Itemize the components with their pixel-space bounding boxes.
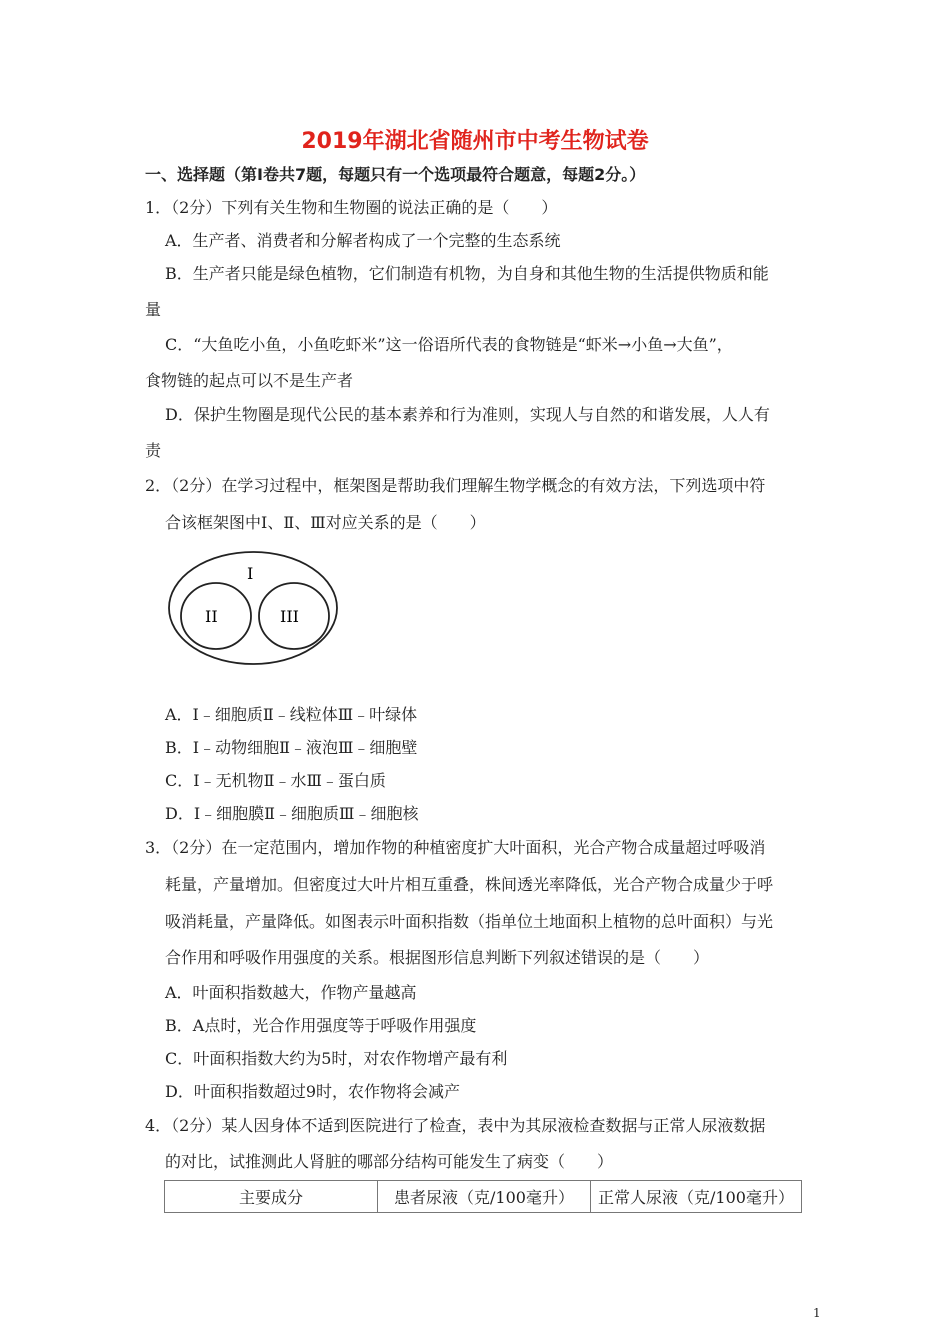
q3-stem-cont-1: 耗量，产量增加。但密度过大叶片相互重叠，株间透光率降低，光合产物合成量少于呼 (165, 875, 774, 894)
exam-title: 2019年湖北省随州市中考生物试卷 (301, 129, 649, 154)
q3-stem-cont-2: 吸消耗量，产量降低。如图表示叶面积指数（指单位土地面积上植物的总叶面积）与光 (165, 912, 774, 931)
venn-diagram (165, 548, 347, 670)
q3-option-d: D．叶面积指数超过9时，农作物将会减产 (165, 1082, 461, 1101)
q1-stem: 1．（2分）下列有关生物和生物圈的说法正确的是（ ） (145, 198, 558, 217)
q2-option-a: A．Ⅰ﹣细胞质Ⅱ﹣线粒体Ⅲ﹣叶绿体 (165, 705, 418, 724)
header-normal-urine: 正常人尿液（克/100毫升） (591, 1181, 802, 1213)
q3-option-b: B．A点时，光合作用强度等于呼吸作用强度 (165, 1016, 477, 1035)
label-right: III (280, 607, 299, 626)
q2-stem-cont: 合该框架图中Ⅰ、Ⅱ、Ⅲ对应关系的是（ ） (165, 513, 486, 532)
q1-option-c: C．“大鱼吃小鱼，小鱼吃虾米”这一俗语所代表的食物链是“虾米→小鱼→大鱼”， (165, 335, 733, 354)
q3-stem: 3．（2分）在一定范围内，增加作物的种植密度扩大叶面积，光合产物合成量超过呼吸消 (145, 838, 766, 857)
q1-option-a: A．生产者、消费者和分解者构成了一个完整的生态系统 (165, 231, 561, 250)
section-heading: 一、选择题（第Ⅰ卷共7题，每题只有一个选项最符合题意，每题2分。） (145, 165, 646, 184)
urine-table (164, 1180, 802, 1213)
q3-stem-cont-3: 合作用和呼吸作用强度的关系。根据图形信息判断下列叙述错误的是（ ） (165, 948, 710, 967)
header-main-component: 主要成分 (165, 1181, 378, 1213)
q4-stem: 4．（2分）某人因身体不适到医院进行了检查，表中为其尿液检查数据与正常人尿液数据 (145, 1116, 766, 1135)
q1-option-c-cont: 食物链的起点可以不是生产者 (145, 371, 354, 390)
header-patient-urine: 患者尿液（克/100毫升） (378, 1181, 591, 1213)
q3-option-c: C．叶面积指数大约为5时，对农作物增产最有利 (165, 1049, 508, 1068)
q2-stem: 2．（2分）在学习过程中，框架图是帮助我们理解生物学概念的有效方法，下列选项中符 (145, 476, 766, 495)
label-outer: I (247, 564, 254, 583)
q4-stem-cont: 的对比，试推测此人肾脏的哪部分结构可能发生了病变（ ） (165, 1152, 614, 1171)
q2-option-d: D．Ⅰ﹣细胞膜Ⅱ﹣细胞质Ⅲ﹣细胞核 (165, 804, 419, 823)
q2-option-c: C．Ⅰ﹣无机物Ⅱ﹣水Ⅲ﹣蛋白质 (165, 771, 386, 790)
q1-option-b: B．生产者只能是绿色植物，它们制造有机物，为自身和其他生物的生活提供物质和能 (165, 264, 769, 283)
q1-option-d: D．保护生物圈是现代公民的基本素养和行为准则，实现人与自然的和谐发展，人人有 (165, 405, 770, 424)
page-number: 1 (813, 1306, 821, 1320)
q1-option-b-cont: 量 (145, 300, 162, 319)
table-header-row (165, 1181, 802, 1213)
q3-option-a: A．叶面积指数越大，作物产量越高 (165, 983, 417, 1002)
q1-option-d-cont: 责 (145, 441, 162, 460)
label-left: II (205, 607, 218, 626)
q2-option-b: B．Ⅰ﹣动物细胞Ⅱ﹣液泡Ⅲ﹣细胞壁 (165, 738, 418, 757)
